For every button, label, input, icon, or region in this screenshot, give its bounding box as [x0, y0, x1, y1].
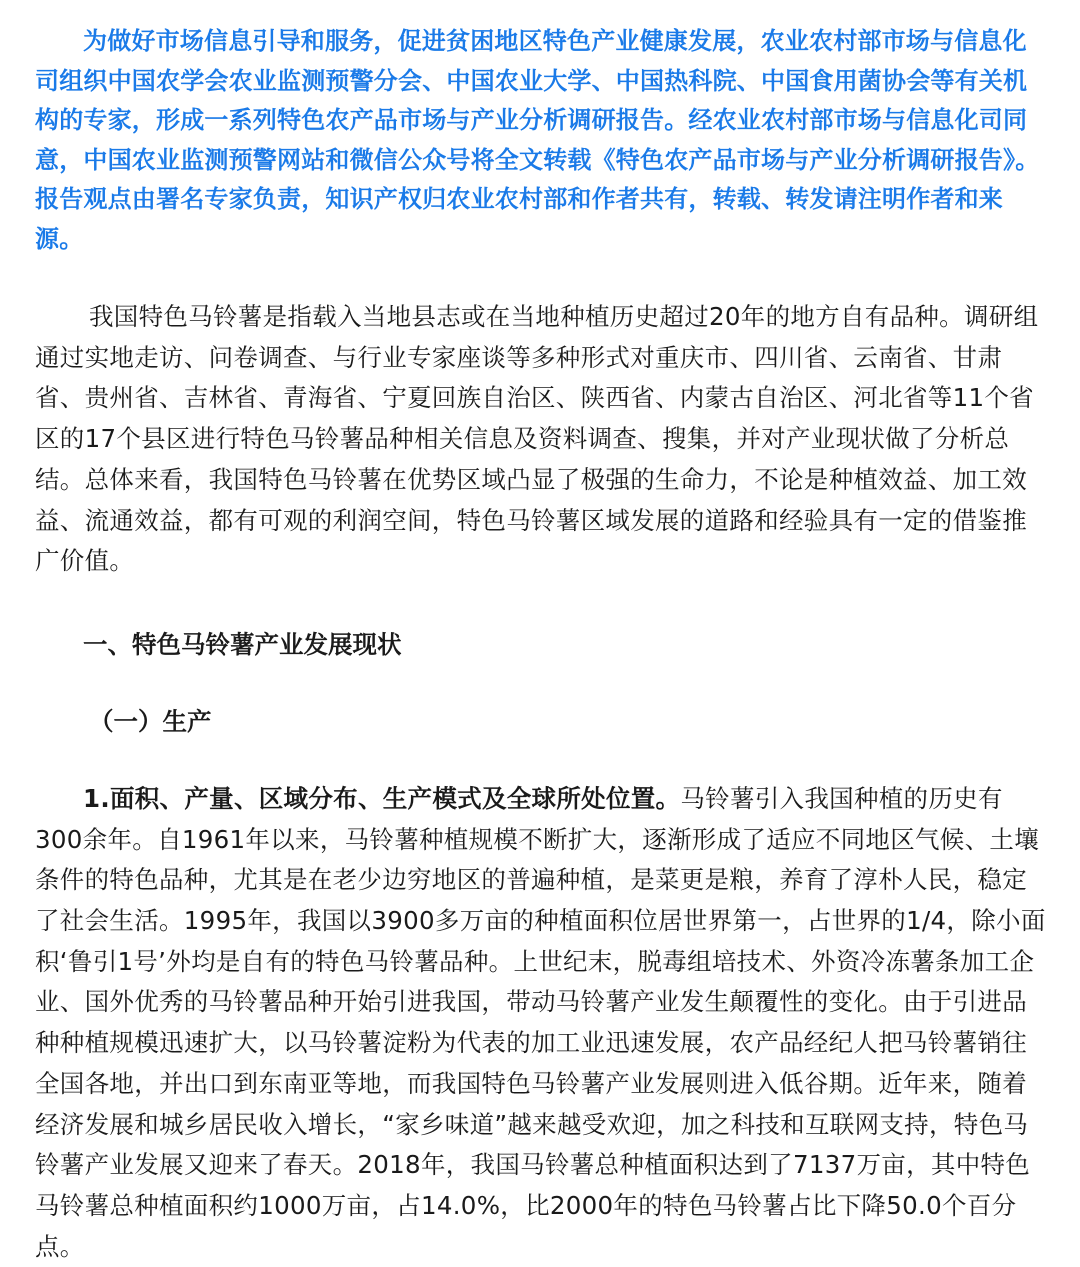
section-heading: 一、特色马铃薯产业发展现状 [83, 629, 402, 659]
article-body [35, 22, 1047, 1267]
item1-lead: 1.面积、产量、区域分布、生产模式及全球所处位置。 [83, 783, 681, 813]
item1-body: 马铃薯引入我国种植的历史有300余年。自1961年以来，马铃薯种植规模不断扩大，逐渐形成了适应不同地区气候、土壤条件的特色品种，尤其是在老少边穷地区的普遍种植，是菜更是粮，养育了淳朴人民，稳定了社会生活。1995年，我国以3900多万亩的种植面积位居世界第一，占世界的1/4，除小面积‘鲁引1号’外均是自有的特色马铃薯品种。上世纪末，脱毒组培技术、外资冷冻薯条加工企业、国外优秀的马铃薯品种开始引进我国，带动马铃薯产业发生颠覆性的变化。由于引进品种种植规模迅速扩大，以马铃薯淀粉为代表的加工业迅速发展，农产品经纪人把马铃薯销往全国各地，并出口到东南亚等地，而我国特色马铃薯产业发展则进入低谷期。近年来，随着经济发展和城乡居民收入增长，“家乡味道”越来越受欢迎，加之科技和互联网支持，特色马铃薯产业发展又迎来了春天。2018年，我国马铃薯总种植面积达到了7137万亩，其中特色马铃薯总种植面积约1000万亩，占14.0%，比2000年的特色马铃薯占比下降50.0个百分点。 [35, 783, 1046, 1261]
subsection-heading: （一）生产 [89, 706, 212, 736]
item1-paragraph [35, 779, 1047, 1267]
intro-paragraph: 我国特色马铃薯是指载入当地县志或在当地种植历史超过20年的地方自有品种。调研组通过实地走访、问卷调查、与行业专家座谈等多种形式对重庆市、四川省、云南省、甘肃省、贵州省、吉林省、青海省、宁夏回族自治区、陕西省、内蒙古自治区、河北省等11个省区的17个县区进行特色马铃薯品种相关信息及资料调查、搜集，并对产业现状做了分析总结。总体来看，我国特色马铃薯在优势区域凸显了极强的生命力，不论是种植效益、加工效益、流通效益，都有可观的利润空间，特色马铃薯区域发展的道路和经验具有一定的借鉴推广价值。 [35, 302, 1039, 576]
reprint-notice: 为做好市场信息引导和服务，促进贫困地区特色产业健康发展，农业农村部市场与信息化司组织中国农学会农业监测预警分会、中国农业大学、中国热科院、中国食用菌协会等有关机构的专家，形成一系列特色农产品市场与产业分析调研报告。经农业农村部市场与信息化司同意，中国农业监测预警网站和微信公众号将全文转载《特色农产品市场与产业分析调研报告》。报告观点由署名专家负责，知识产权归农业农村部和作者共有，转载、转发请注明作者和来源。 [35, 27, 1040, 253]
